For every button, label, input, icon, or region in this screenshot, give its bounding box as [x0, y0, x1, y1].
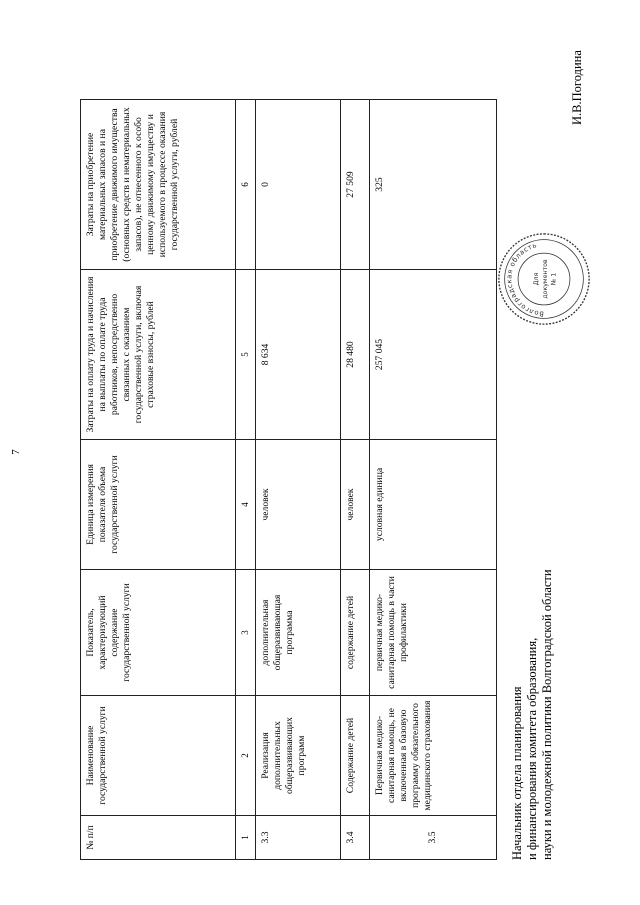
table-row	[370, 100, 497, 860]
service-name: Первичная медико-санитарная помощь, не включенная в базовую программу обязательного медицинского страхования	[370, 696, 497, 816]
row-number: 3.3	[256, 816, 341, 860]
service-name: Содержание детей	[341, 696, 370, 816]
column-number-row	[236, 100, 256, 860]
indicator: содержание детей	[341, 570, 370, 696]
service-name: Реализация дополнительных общеразвивающих программ	[256, 696, 341, 816]
signature-title-line: и финансирования комитета образования,	[525, 637, 539, 860]
unit: условная единица	[370, 440, 497, 570]
rotated-page-content	[30, 50, 610, 860]
table-header-row	[81, 100, 236, 860]
signatory-name: И.В.Погодина	[570, 50, 584, 125]
stamp-center-line: документов	[541, 259, 549, 299]
signature-title-line: науки и молодежной политики Волгоградской области	[540, 569, 554, 860]
header-labor-costs: Затраты на оплату труда и начисления на выплаты по оплате труда работников, непосредственно связанных с оказанием государственной услуги, включая страховые взносы, рублей	[81, 270, 236, 440]
column-number: 6	[236, 100, 256, 270]
header-unit: Единица измерения показателя объема государственной услуги	[81, 440, 236, 570]
material-costs: 0	[256, 100, 341, 270]
labor-costs: 28 480	[341, 270, 370, 440]
signature-title	[510, 569, 555, 860]
table-row	[256, 100, 341, 860]
unit: человек	[256, 440, 341, 570]
labor-costs: 8 634	[256, 270, 341, 440]
official-stamp	[496, 231, 592, 327]
column-number: 2	[236, 696, 256, 816]
indicator: дополнительная общеразвивающая программа	[256, 570, 341, 696]
row-number: 3.4	[341, 816, 370, 860]
stamp-center-line: № 1	[550, 272, 558, 286]
cost-table	[80, 99, 497, 860]
header-service-name: Наименование государственной услуги	[81, 696, 236, 816]
indicator: первичная медико-санитарная помощь в части профилактики	[370, 570, 497, 696]
page-number: 7	[10, 449, 22, 455]
material-costs: 325	[370, 100, 497, 270]
unit: человек	[341, 440, 370, 570]
header-indicator: Показатель, характеризующий содержание государственной услуги	[81, 570, 236, 696]
header-material-costs: Затраты на приобретение материальных запасов и на приобретение движимого имущества (основных средств и нематериальных запасов), не отнесенного к особо ценному движимому имуществу и используемого в процессе оказания государственной услуги, рублей	[81, 100, 236, 270]
signature-title-line: Начальник отдела планирования	[510, 686, 524, 860]
column-number: 1	[236, 816, 256, 860]
stamp-ring-text: Волгоградская область	[505, 241, 545, 318]
stamp-center-line: Для	[533, 272, 541, 286]
column-number: 4	[236, 440, 256, 570]
material-costs: 27 509	[341, 100, 370, 270]
header-number: № п/п	[81, 816, 236, 860]
table-row	[341, 100, 370, 860]
labor-costs: 257 045	[370, 270, 497, 440]
row-number: 3.5	[370, 816, 497, 860]
column-number: 3	[236, 570, 256, 696]
column-number: 5	[236, 270, 256, 440]
